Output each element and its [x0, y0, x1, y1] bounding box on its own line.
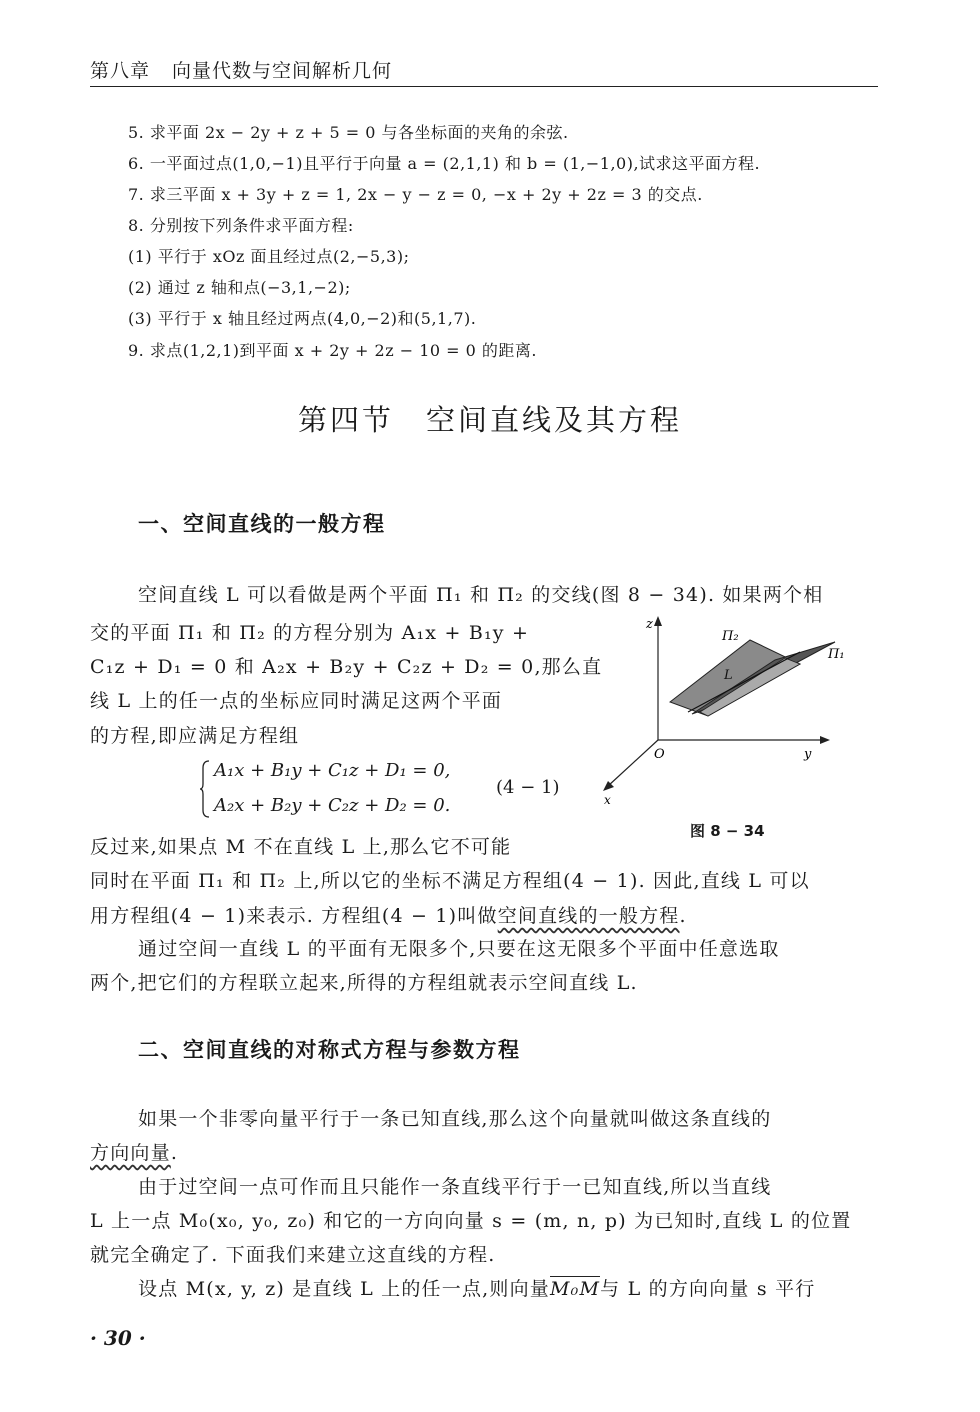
figure-8-34 — [590, 612, 870, 812]
vector-m0m: M₀M — [550, 1278, 601, 1300]
z-axis-arrow — [654, 616, 662, 626]
section-title: 第四节 空间直线及其方程 — [297, 403, 682, 437]
para1-line1: 空间直线 L 可以看做是两个平面 Π₁ 和 Π₂ 的交线(图 8 − 34). 如果两个相 — [138, 584, 824, 606]
para5-line1: 由于过空间一点可作而且只能作一条直线平行于一已知直线,所以当直线 — [138, 1176, 772, 1198]
y-axis-arrow — [820, 736, 830, 744]
para5-line3: 就完全确定了. 下面我们来建立这直线的方程. — [90, 1244, 496, 1266]
figure-caption: 图 8 − 34 — [690, 822, 765, 840]
x-axis — [608, 740, 658, 786]
para4-line2-post: . — [170, 1142, 179, 1164]
label-o: O — [654, 747, 665, 762]
equation-line1: A₁x + B₁y + C₁z + D₁ = 0, — [214, 760, 451, 781]
para1-line2: 交的平面 Π₁ 和 Π₂ 的方程分别为 A₁x + B₁y + — [90, 622, 530, 644]
para2-line2: 同时在平面 Π₁ 和 Π₂ 上,所以它的坐标不满足方程组(4 − 1). 因此,直线 L 可以 — [90, 870, 810, 892]
exercise-9: 9. 求点(1,2,1)到平面 x + 2y + 2z − 10 = 0 的距离. — [128, 341, 538, 360]
para5-line2: L 上一点 M₀(x₀, y₀, z₀) 和它的一方向向量 s = (m, n, p) 为已知时,直线 L 的位置 — [90, 1210, 852, 1232]
term-general-equation: 空间直线的一般方程 — [497, 905, 680, 927]
exercise-6: 6. 一平面过点(1,0,−1)且平行于向量 a = (2,1,1) 和 b = (1,−1,0),试求这平面方程. — [128, 154, 761, 173]
equation-brace — [200, 760, 210, 818]
label-x: x — [604, 793, 611, 807]
page-number: · 30 · — [90, 1326, 146, 1350]
label-pi1: Π₁ — [828, 647, 845, 662]
chapter-label: 第八章 — [90, 60, 151, 82]
para2-line1: 反过来,如果点 M 不在直线 L 上,那么它不可能 — [90, 836, 512, 858]
label-y: y — [804, 747, 812, 762]
exercise-7: 7. 求三平面 x + 3y + z = 1, 2x − y − z = 0, −x + 2y + 2z = 3 的交点. — [128, 185, 703, 204]
para6-post: 与 L 的方向向量 s 平行 — [600, 1278, 816, 1300]
para2-line3-pre: 用方程组(4 − 1)来表示. 方程组(4 − 1)叫做 — [90, 905, 498, 927]
para6-pre: 设点 M(x, y, z) 是直线 L 上的任一点,则向量 — [138, 1278, 550, 1300]
para3-line1: 通过空间一直线 L 的平面有无限多个,只要在这无限多个平面中任意选取 — [138, 938, 780, 960]
para1-line4: 线 L 上的任一点的坐标应同时满足这两个平面 — [90, 690, 503, 712]
para1-line3: C₁z + D₁ = 0 和 A₂x + B₂y + C₂z + D₂ = 0,那么直 — [90, 656, 603, 678]
para1-line5: 的方程,即应满足方程组 — [90, 725, 300, 747]
plane-pi2 — [670, 640, 800, 716]
equation-number: (4 − 1) — [496, 777, 560, 798]
term-direction-vector: 方向向量 — [90, 1142, 171, 1164]
exercise-5: 5. 求平面 2x − 2y + z + 5 = 0 与各坐标面的夹角的余弦. — [128, 123, 569, 142]
exercise-8-2: (2) 通过 z 轴和点(−3,1,−2); — [128, 278, 351, 297]
page-header — [90, 52, 878, 87]
exercise-8-1: (1) 平行于 xOz 面且经过点(2,−5,3); — [128, 247, 410, 266]
subsection-heading-1: 一、空间直线的一般方程 — [138, 512, 386, 536]
para6-line1 — [138, 1274, 815, 1301]
equation-line2: A₂x + B₂y + C₂z + D₂ = 0. — [214, 795, 451, 816]
para4-line2 — [90, 1138, 178, 1165]
subsection-heading-2: 二、空间直线的对称式方程与参数方程 — [138, 1038, 521, 1062]
para2-line3-post: . — [679, 905, 687, 927]
chapter-title: 向量代数与空间解析几何 — [172, 60, 393, 82]
para3-line2: 两个,把它们的方程联立起来,所得的方程组就表示空间直线 L. — [90, 972, 638, 994]
label-z: z — [646, 617, 653, 632]
para2-line3 — [90, 901, 687, 928]
label-l: L — [724, 668, 733, 683]
para4-line1: 如果一个非零向量平行于一条已知直线,那么这个向量就叫做这条直线的 — [138, 1108, 772, 1130]
exercise-8: 8. 分别按下列条件求平面方程: — [128, 216, 354, 235]
label-pi2: Π₂ — [722, 629, 739, 644]
exercise-8-3: (3) 平行于 x 轴且经过两点(4,0,−2)和(5,1,7). — [128, 309, 477, 328]
